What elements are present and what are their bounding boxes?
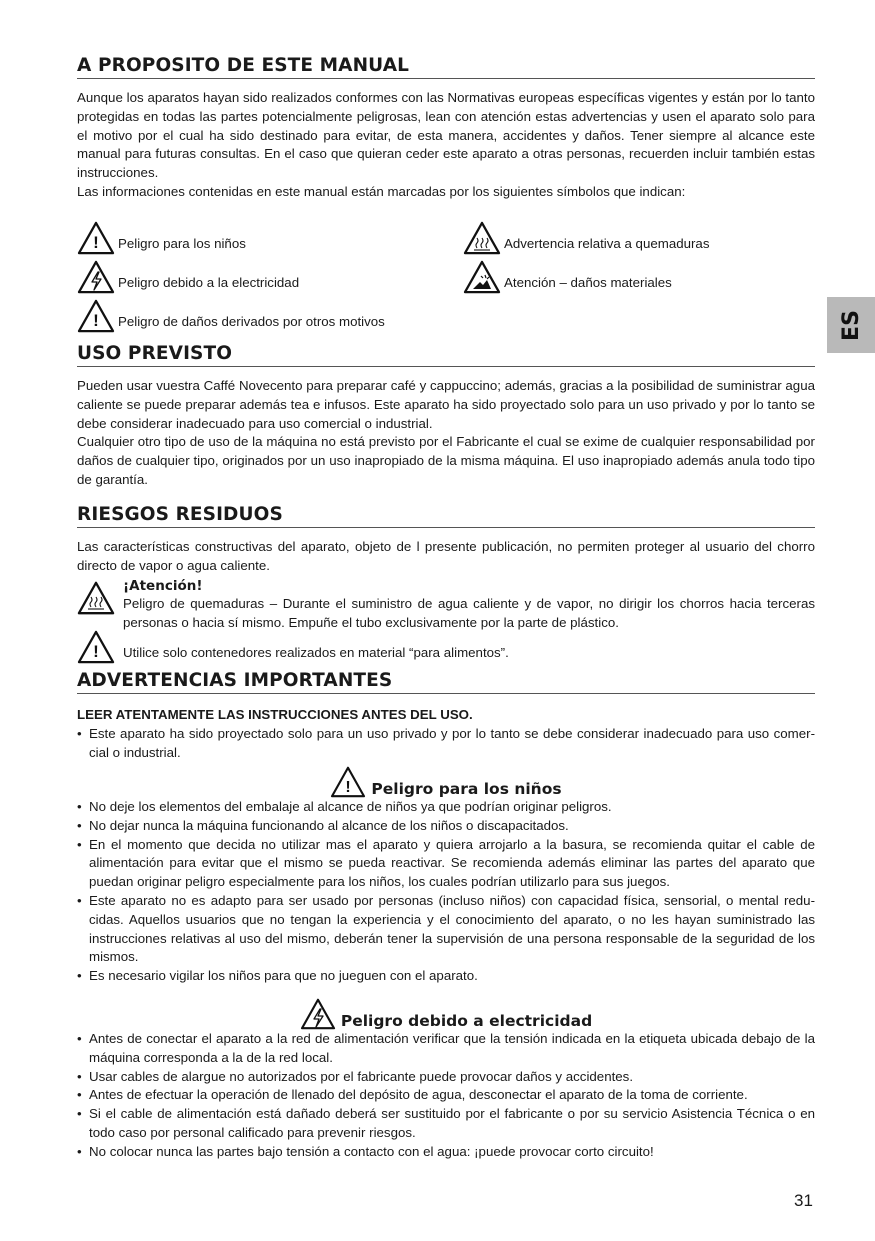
warning-exclamation-icon [77,221,115,255]
svg-text:!: ! [93,642,99,661]
paragraph: Pueden usar vuestra Caffé Novecento para preparar café y cappuccino; además, gracias a la posibilidad de suministrar agua caliente se puede preparar además tea e infusos. Este aparato ha sido proyectado solo para un uso privado y por lo tanto se debe considerar inadecuado para uso comercial o industrial. [77,378,815,431]
section-important-warnings [77,670,815,762]
attention-block [77,578,815,633]
symbol-legend-item [77,299,385,333]
svg-text:!: ! [345,779,352,796]
list-item: • Este aparato no es adapto para ser usado por personas (incluso niños) con capacidad física, sensorial, o mental redu-cidas. Aquellos usuarios que no tengan la experiencia y el conocimiento del aparato, o no les hayan suministrado las instrucciones relativas al uso del mismo, deberán tener la supervisión de una persona responsable de la seguridad de los mismos. [77,892,815,967]
list-item: • Es necesario vigilar los niños para que no jueguen con el aparato. [77,967,815,986]
symbol-label: Peligro para los niños [118,236,246,252]
language-tab-label: ES [838,309,864,341]
subsection-title: Peligro debido a electricidad [340,1012,593,1030]
list-item: • No colocar nunca las partes bajo tensión a contacto con el agua: ¡puede provocar corto circuito! [77,1143,815,1162]
electric-hazard-icon [300,998,336,1030]
paragraph: Cualquier otro tipo de uso de la máquina no está previsto por el Fabricante el cual se exime de cualquier responsabilidad por daños de cualquier tipo, originados por un uso inapropiado de la misma máquina. El uso inapropiado además anula todo tipo de garantía. [77,434,815,487]
section-title: ADVERTENCIAS IMPORTANTES [77,670,815,694]
list-item: • Si el cable de alimentación está dañado deberá ser sustituido por el fabricante o por su servicio Asistencia Técnica o en todo caso por personal calificado para prevenir riesgos. [77,1105,815,1143]
section-title: RIESGOS RESIDUOS [77,504,815,528]
symbol-legend-item [463,221,709,255]
list-item: • Este aparato ha sido proyectado solo para un uso privado y por lo tanto se debe considerar inadecuado para uso comer-cial o industrial. [77,725,815,763]
warning-exclamation-icon [330,766,366,798]
section-residual-risks [77,504,815,576]
note-block [77,630,815,664]
symbol-legend-item [77,221,246,255]
symbol-label: Atención – daños materiales [504,275,672,291]
children-warning-list [77,798,815,986]
symbol-label: Advertencia relativa a quemaduras [504,236,710,252]
symbol-label: Peligro debido a la electricidad [118,275,300,291]
list-item: • Antes de efectuar la operación de llenado del depósito de agua, desconectar el aparato de la toma de corriente. [77,1086,815,1105]
paragraph: Las informaciones contenidas en este manual están marcadas por los siguientes símbolos que indican: [77,183,686,199]
symbol-label: Peligro de daños derivados por otros motivos [118,314,385,330]
material-damage-icon [463,260,501,294]
list-item: • No dejar nunca la máquina funcionando al alcance de los niños o discapacitados. [77,817,815,836]
list-item: • Antes de conectar el aparato a la red de alimentación verificar que la tensión indicada en la etiqueta ubicada debajo de la máquina corresponda a la de la red local. [77,1030,815,1068]
warning-exclamation-icon [77,299,115,333]
symbol-legend-item [463,260,672,294]
attention-title: ¡Atención! [123,578,203,594]
list-item: • No deje los elementos del embalaje al alcance de niños ya que podrían originar peligros. [77,798,815,817]
note-text: Utilice solo contenedores realizados en material “para alimentos”. [123,645,509,661]
electric-danger-block [77,998,815,1162]
attention-text: Peligro de quemaduras – Durante el suministro de agua caliente y de vapor, no dirigir los chorros hacia terceras personas o hacia sí mismo. Empuñe el tubo exclusivamente por la parte de plástico. [123,596,815,630]
paragraph: Aunque los aparatos hayan sido realizados conformes con las Normativas europeas específicas vigentes y están por lo tanto protegidas en todas las partes potencialmente peligrosas, lean con atención estas advertencias y usen el aparato solo para el motivo por el cual ha sido destinado para evitar, de esta manera, accidentes y daños. Tener siempre al alcance este manual para futuras consultas. En el caso que quieran ceder este aparato a otras personas, recuerden incluir también estas instrucciones. [77,90,815,181]
list-item: • Usar cables de alargue no autorizados por el fabricante puede provocar daños y accidentes. [77,1068,815,1087]
svg-text:!: ! [93,311,99,330]
svg-text:!: ! [93,233,99,252]
warning-exclamation-icon [77,630,115,664]
electric-hazard-icon [77,260,115,294]
list-item: • En el momento que decida no utilizar mas el aparato y quiera arrojarlo a la basura, se recomienda quitar el cable de alimentación para evitar que el mismo se pueda reactivar. Se recomienda además eliminar las partes del aparato que puedan originar peligro especialmente para los niños, los cuales podrían utilizarlo para sus juegos. [77,836,815,892]
section-intended-use [77,343,815,490]
electric-warning-list [77,1030,815,1162]
page-number: 31 [794,1191,813,1210]
burn-hazard-icon [77,580,115,616]
children-danger-block [77,766,815,986]
subsection-heading [77,766,815,798]
section-title: A PROPOSITO DE ESTE MANUAL [77,55,815,79]
subsection-heading [77,998,815,1030]
warning-list [77,725,815,763]
paragraph: Las características constructivas del aparato, objeto de l presente publicación, no permiten proteger al usuario del chorro directo de vapor o agua caliente. [77,539,815,573]
section-title: USO PREVISTO [77,343,815,367]
symbol-legend-item [77,260,299,294]
burn-hazard-icon [463,221,501,255]
section-about-manual [77,55,815,202]
subsection-title: Peligro para los niños [371,780,562,798]
lead-text: LEER ATENTAMENTE LAS INSTRUCCIONES ANTES DEL USO. [77,707,473,722]
language-tab [827,297,875,353]
